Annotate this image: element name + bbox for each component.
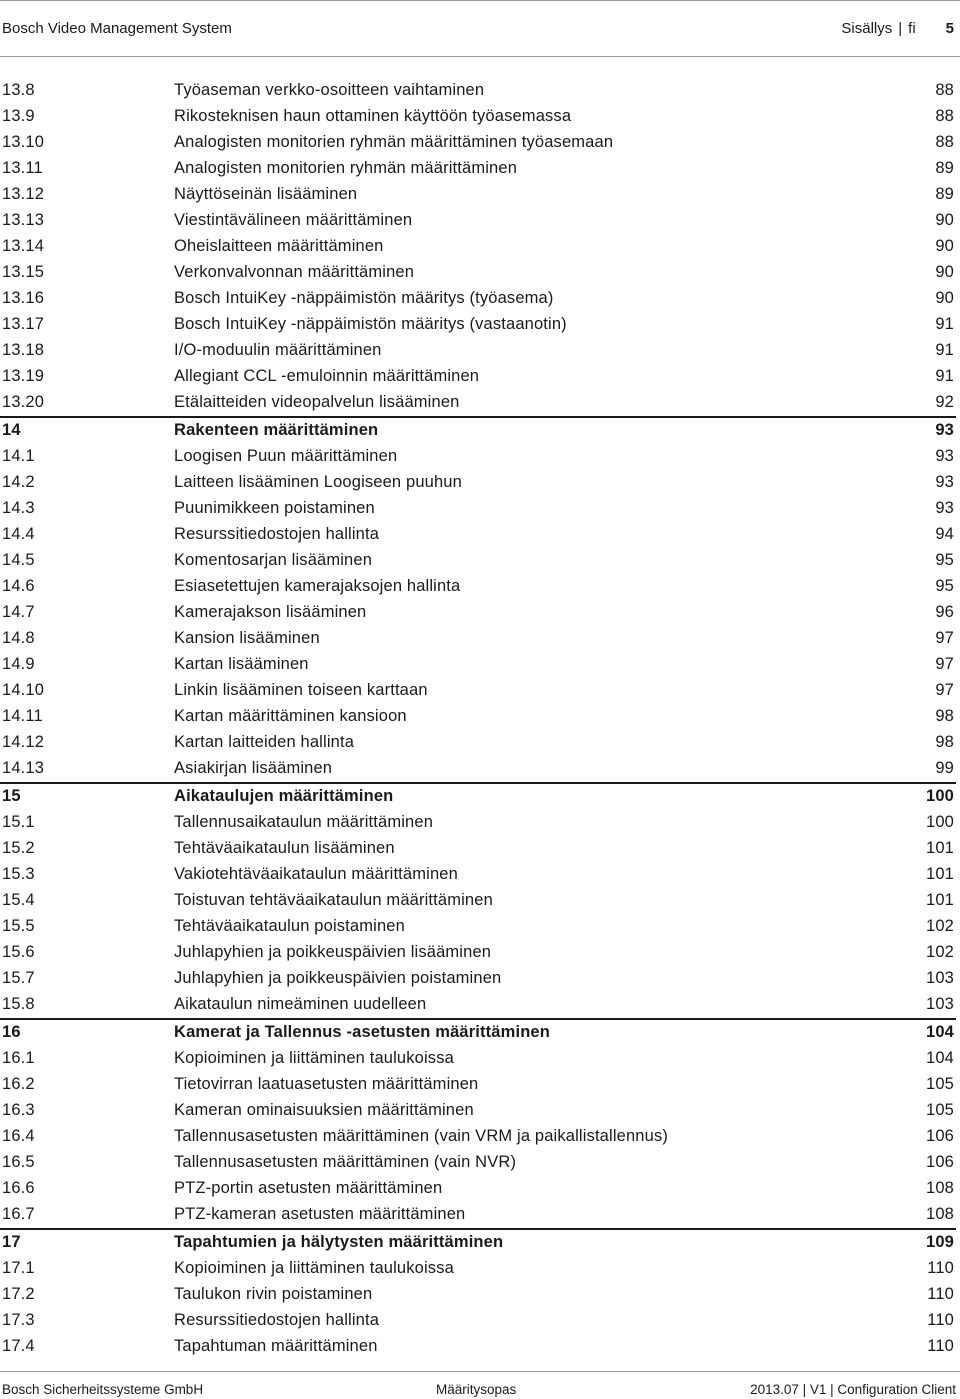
toc-page-number: 89 [935, 159, 954, 177]
toc-entry-row[interactable] [0, 390, 956, 417]
toc-number: 13.10 [2, 133, 45, 151]
toc-page-number: 101 [926, 839, 954, 857]
toc-number: 16 [2, 1023, 21, 1041]
toc-title[interactable]: Näyttöseinän lisääminen [174, 185, 358, 203]
toc-title[interactable]: Viestintävälineen määrittäminen [174, 211, 413, 229]
toc-number: 16.7 [2, 1205, 35, 1223]
toc-title[interactable]: Tehtäväaikataulun poistaminen [174, 917, 405, 935]
toc-number: 14.1 [2, 447, 35, 465]
toc-entry-row[interactable] [0, 888, 956, 914]
toc-number: 14 [2, 421, 21, 439]
toc-title[interactable]: Etälaitteiden videopalvelun lisääminen [174, 393, 460, 411]
toc-page-number: 95 [935, 577, 954, 595]
toc-entry-row[interactable] [0, 862, 956, 888]
toc-chapter-row[interactable] [0, 417, 956, 444]
toc-title[interactable]: PTZ-portin asetusten määrittäminen [174, 1179, 443, 1197]
section-name: Sisällys [841, 19, 893, 37]
toc-entry-row[interactable] [0, 444, 956, 470]
toc-page-number: 101 [926, 891, 954, 909]
toc-title[interactable]: Esiasetettujen kamerajaksojen hallinta [174, 577, 461, 595]
toc-chapter-row[interactable] [0, 1229, 956, 1256]
footer-company: Bosch Sicherheitssysteme GmbH [2, 1382, 204, 1397]
toc-title[interactable]: PTZ-kameran asetusten määrittäminen [174, 1205, 466, 1223]
toc-page-number: 93 [935, 421, 954, 439]
toc-title[interactable]: Bosch IntuiKey -näppäimistön määritys (vastaanotin) [174, 315, 567, 333]
toc-entry-row[interactable] [0, 1282, 956, 1308]
toc-page-number: 102 [926, 917, 954, 935]
toc-title[interactable]: Kartan määrittäminen kansioon [174, 707, 407, 725]
header-right [841, 20, 954, 37]
toc-title[interactable]: Vakiotehtäväaikataulun määrittäminen [174, 865, 458, 883]
toc-page-number: 99 [935, 759, 954, 777]
toc-number: 14.3 [2, 499, 35, 517]
page-footer [0, 1382, 960, 1399]
toc-title[interactable]: Toistuvan tehtäväaikataulun määrittäminen [174, 891, 493, 909]
toc-entry-row[interactable] [0, 704, 956, 730]
toc-entry-row[interactable] [0, 1308, 956, 1334]
toc-page-number: 110 [927, 1259, 954, 1277]
toc-page-number: 94 [935, 525, 954, 543]
toc-chapter-row[interactable] [0, 1019, 956, 1046]
toc-entry-row[interactable] [0, 182, 956, 208]
toc-page-number: 103 [926, 969, 954, 987]
toc-entry-row[interactable] [0, 338, 956, 364]
toc-number: 14.12 [2, 733, 45, 751]
toc-entry-row[interactable] [0, 156, 956, 182]
toc-number: 15.3 [2, 865, 35, 883]
toc-page-number: 90 [935, 237, 954, 255]
toc-entry-row[interactable] [0, 574, 956, 600]
toc-entry-row[interactable] [0, 470, 956, 496]
toc-entry-row[interactable] [0, 548, 956, 574]
toc-title[interactable]: Rakenteen määrittäminen [174, 421, 379, 439]
toc-page-number: 104 [926, 1023, 954, 1041]
toc-title[interactable]: Taulukon rivin poistaminen [174, 1285, 373, 1303]
toc-number: 13.12 [2, 185, 45, 203]
toc-page-number: 100 [926, 813, 954, 831]
toc-page-number: 105 [926, 1101, 954, 1119]
toc-number: 15.5 [2, 917, 35, 935]
toc-page-number: 90 [935, 211, 954, 229]
toc-title[interactable]: Juhlapyhien ja poikkeuspäivien lisääminen [174, 943, 492, 961]
toc-entry-row[interactable] [0, 364, 956, 390]
toc-number: 13.19 [2, 367, 45, 385]
toc-number: 17.1 [2, 1259, 35, 1277]
toc-title[interactable]: Kartan laitteiden hallinta [174, 733, 355, 751]
toc-page-number: 108 [926, 1205, 954, 1223]
toc-number: 14.4 [2, 525, 35, 543]
toc-number: 14.10 [2, 681, 45, 699]
toc-title[interactable]: Kamerat ja Tallennus -asetusten määrittäminen [174, 1023, 550, 1041]
toc-number: 15.1 [2, 813, 35, 831]
toc-entry-row[interactable] [0, 1124, 956, 1150]
toc-page-number: 90 [935, 263, 954, 281]
toc-page-number: 104 [926, 1049, 954, 1067]
toc-entry-row[interactable] [0, 496, 956, 522]
toc-page-number: 108 [926, 1179, 954, 1197]
toc-page-number: 91 [935, 367, 954, 385]
toc-number: 15.4 [2, 891, 35, 909]
toc-title[interactable]: Bosch IntuiKey -näppäimistön määritys (työasema) [174, 289, 554, 307]
toc-entry-row[interactable] [0, 286, 956, 312]
toc-number: 13.18 [2, 341, 45, 359]
toc-entry-row[interactable] [0, 730, 956, 756]
toc-number: 13.8 [2, 81, 35, 99]
footer-document: Määritysopas [436, 1382, 517, 1397]
toc-title[interactable]: Kansion lisääminen [174, 629, 320, 647]
footer-top-rule [0, 1371, 960, 1372]
toc-number: 16.4 [2, 1127, 35, 1145]
toc-entry-row[interactable] [0, 1334, 956, 1360]
toc-entry-row[interactable] [0, 1072, 956, 1098]
toc-page-number: 103 [926, 995, 954, 1013]
toc-page-number: 93 [935, 447, 954, 465]
toc-number: 16.5 [2, 1153, 35, 1171]
toc-page-number: 96 [935, 603, 954, 621]
toc-entry-row[interactable] [0, 1046, 956, 1072]
toc-entry-row[interactable] [0, 600, 956, 626]
toc-entry-row[interactable] [0, 1098, 956, 1124]
table-of-contents [0, 78, 956, 1360]
toc-title[interactable]: Linkin lisääminen toiseen karttaan [174, 681, 428, 699]
toc-number: 15 [2, 787, 21, 805]
toc-number: 14.11 [2, 707, 43, 725]
toc-title[interactable]: Tapahtuman määrittäminen [174, 1337, 378, 1355]
toc-entry-row[interactable] [0, 104, 956, 130]
toc-title[interactable]: Puunimikkeen poistaminen [174, 499, 375, 517]
toc-page-number: 95 [935, 551, 954, 569]
page-number: 5 [945, 19, 954, 37]
toc-page-number: 105 [926, 1075, 954, 1093]
toc-entry-row[interactable] [0, 260, 956, 286]
toc-number: 13.16 [2, 289, 45, 307]
toc-entry-row[interactable] [0, 992, 956, 1019]
page-header [0, 14, 960, 42]
toc-number: 14.8 [2, 629, 35, 647]
toc-number: 17 [2, 1233, 21, 1251]
toc-title[interactable]: Kopioiminen ja liittäminen taulukoissa [174, 1049, 454, 1067]
toc-number: 13.11 [2, 159, 43, 177]
toc-title[interactable]: Tietovirran laatuasetusten määrittäminen [174, 1075, 479, 1093]
toc-number: 13.13 [2, 211, 45, 229]
header-top-rule [0, 0, 960, 1]
toc-number: 17.3 [2, 1311, 35, 1329]
toc-title[interactable]: Allegiant CCL -emuloinnin määrittäminen [174, 367, 480, 385]
language-code: fi [908, 19, 916, 37]
toc-page-number: 98 [935, 733, 954, 751]
toc-entry-row[interactable] [0, 966, 956, 992]
toc-title[interactable]: Komentosarjan lisääminen [174, 551, 373, 569]
toc-page-number: 100 [926, 787, 954, 805]
footer-version: 2013.07 | V1 | Configuration Client [750, 1382, 956, 1397]
toc-title[interactable]: Tallennusaikataulun määrittäminen [174, 813, 434, 831]
toc-entry-row[interactable] [0, 234, 956, 260]
toc-number: 16.3 [2, 1101, 35, 1119]
toc-number: 14.2 [2, 473, 35, 491]
toc-title[interactable]: Kartan lisääminen [174, 655, 309, 673]
toc-page-number: 106 [926, 1153, 954, 1171]
toc-page-number: 110 [927, 1337, 954, 1355]
toc-number: 17.4 [2, 1337, 35, 1355]
product-name: Bosch Video Management System [2, 19, 232, 37]
toc-entry-row[interactable] [0, 130, 956, 156]
toc-title[interactable]: Aikataulujen määrittäminen [174, 787, 394, 805]
toc-page-number: 88 [935, 133, 954, 151]
toc-entry-row[interactable] [0, 78, 956, 104]
toc-number: 14.7 [2, 603, 35, 621]
toc-number: 14.9 [2, 655, 35, 673]
toc-number: 14.6 [2, 577, 35, 595]
toc-entry-row[interactable] [0, 652, 956, 678]
toc-entry-row[interactable] [0, 208, 956, 234]
toc-page-number: 91 [935, 341, 954, 359]
toc-entry-row[interactable] [0, 1256, 956, 1282]
toc-entry-row[interactable] [0, 756, 956, 783]
toc-number: 15.6 [2, 943, 35, 961]
toc-page-number: 97 [935, 629, 954, 647]
toc-title[interactable]: Työaseman verkko-osoitteen vaihtaminen [174, 81, 485, 99]
toc-page-number: 92 [935, 393, 954, 411]
toc-entry-row[interactable] [0, 1202, 956, 1229]
toc-page-number: 98 [935, 707, 954, 725]
toc-number: 17.2 [2, 1285, 35, 1303]
toc-title[interactable]: Analogisten monitorien ryhmän määrittäminen [174, 159, 518, 177]
toc-title[interactable]: Oheislaitteen määrittäminen [174, 237, 384, 255]
toc-title[interactable]: Kopioiminen ja liittäminen taulukoissa [174, 1259, 454, 1277]
toc-title[interactable]: Verkonvalvonnan määrittäminen [174, 263, 415, 281]
toc-title[interactable]: Tapahtumien ja hälytysten määrittäminen [174, 1233, 504, 1251]
toc-entry-row[interactable] [0, 678, 956, 704]
toc-title[interactable]: Kamerajakson lisääminen [174, 603, 367, 621]
toc-page-number: 109 [926, 1233, 954, 1251]
toc-page-number: 91 [935, 315, 954, 333]
toc-title[interactable]: Tallennusasetusten määrittäminen (vain NVR) [174, 1153, 517, 1171]
toc-entry-row[interactable] [0, 1176, 956, 1202]
toc-page-number: 93 [935, 473, 954, 491]
toc-title[interactable]: Resurssitiedostojen hallinta [174, 1311, 380, 1329]
toc-title[interactable]: Juhlapyhien ja poikkeuspäivien poistaminen [174, 969, 502, 987]
header-separator: | [898, 19, 903, 37]
toc-title[interactable]: Analogisten monitorien ryhmän määrittäminen työasemaan [174, 133, 614, 151]
toc-title[interactable]: Tallennusasetusten määrittäminen (vain VRM ja paikallistallennus) [174, 1127, 668, 1145]
toc-entry-row[interactable] [0, 810, 956, 836]
toc-page-number: 97 [935, 681, 954, 699]
toc-title[interactable]: I/O-moduulin määrittäminen [174, 341, 382, 359]
toc-page-number: 88 [935, 107, 954, 125]
toc-number: 13.14 [2, 237, 45, 255]
toc-title[interactable]: Loogisen Puun määrittäminen [174, 447, 398, 465]
toc-title[interactable]: Resurssitiedostojen hallinta [174, 525, 380, 543]
toc-page-number: 110 [927, 1311, 954, 1329]
toc-title[interactable]: Laitteen lisääminen Loogiseen puuhun [174, 473, 462, 491]
toc-number: 13.9 [2, 107, 35, 125]
toc-title[interactable]: Aikataulun nimeäminen uudelleen [174, 995, 427, 1013]
toc-entry-row[interactable] [0, 312, 956, 338]
toc-number: 14.13 [2, 759, 45, 777]
toc-page-number: 93 [935, 499, 954, 517]
toc-page-number: 106 [926, 1127, 954, 1145]
toc-entry-row[interactable] [0, 626, 956, 652]
toc-page-number: 88 [935, 81, 954, 99]
toc-entry-row[interactable] [0, 940, 956, 966]
toc-title[interactable]: Tehtäväaikataulun lisääminen [174, 839, 395, 857]
toc-number: 15.7 [2, 969, 35, 987]
toc-title[interactable]: Rikosteknisen haun ottaminen käyttöön työasemassa [174, 107, 572, 125]
toc-number: 13.20 [2, 393, 45, 411]
toc-chapter-row[interactable] [0, 783, 956, 810]
toc-entry-row[interactable] [0, 522, 956, 548]
toc-number: 16.6 [2, 1179, 35, 1197]
toc-page-number: 90 [935, 289, 954, 307]
toc-entry-row[interactable] [0, 836, 956, 862]
toc-page-number: 89 [935, 185, 954, 203]
toc-number: 13.17 [2, 315, 45, 333]
toc-number: 13.15 [2, 263, 45, 281]
toc-number: 16.1 [2, 1049, 35, 1067]
toc-entry-row[interactable] [0, 914, 956, 940]
toc-number: 16.2 [2, 1075, 35, 1093]
toc-page-number: 110 [927, 1285, 954, 1303]
toc-number: 15.8 [2, 995, 35, 1013]
toc-page-number: 102 [926, 943, 954, 961]
toc-entry-row[interactable] [0, 1150, 956, 1176]
header-bottom-rule [0, 56, 960, 57]
toc-title[interactable]: Asiakirjan lisääminen [174, 759, 333, 777]
toc-page-number: 97 [935, 655, 954, 673]
toc-page-number: 101 [926, 865, 954, 883]
toc-title[interactable]: Kameran ominaisuuksien määrittäminen [174, 1101, 474, 1119]
toc-number: 14.5 [2, 551, 35, 569]
toc-number: 15.2 [2, 839, 35, 857]
